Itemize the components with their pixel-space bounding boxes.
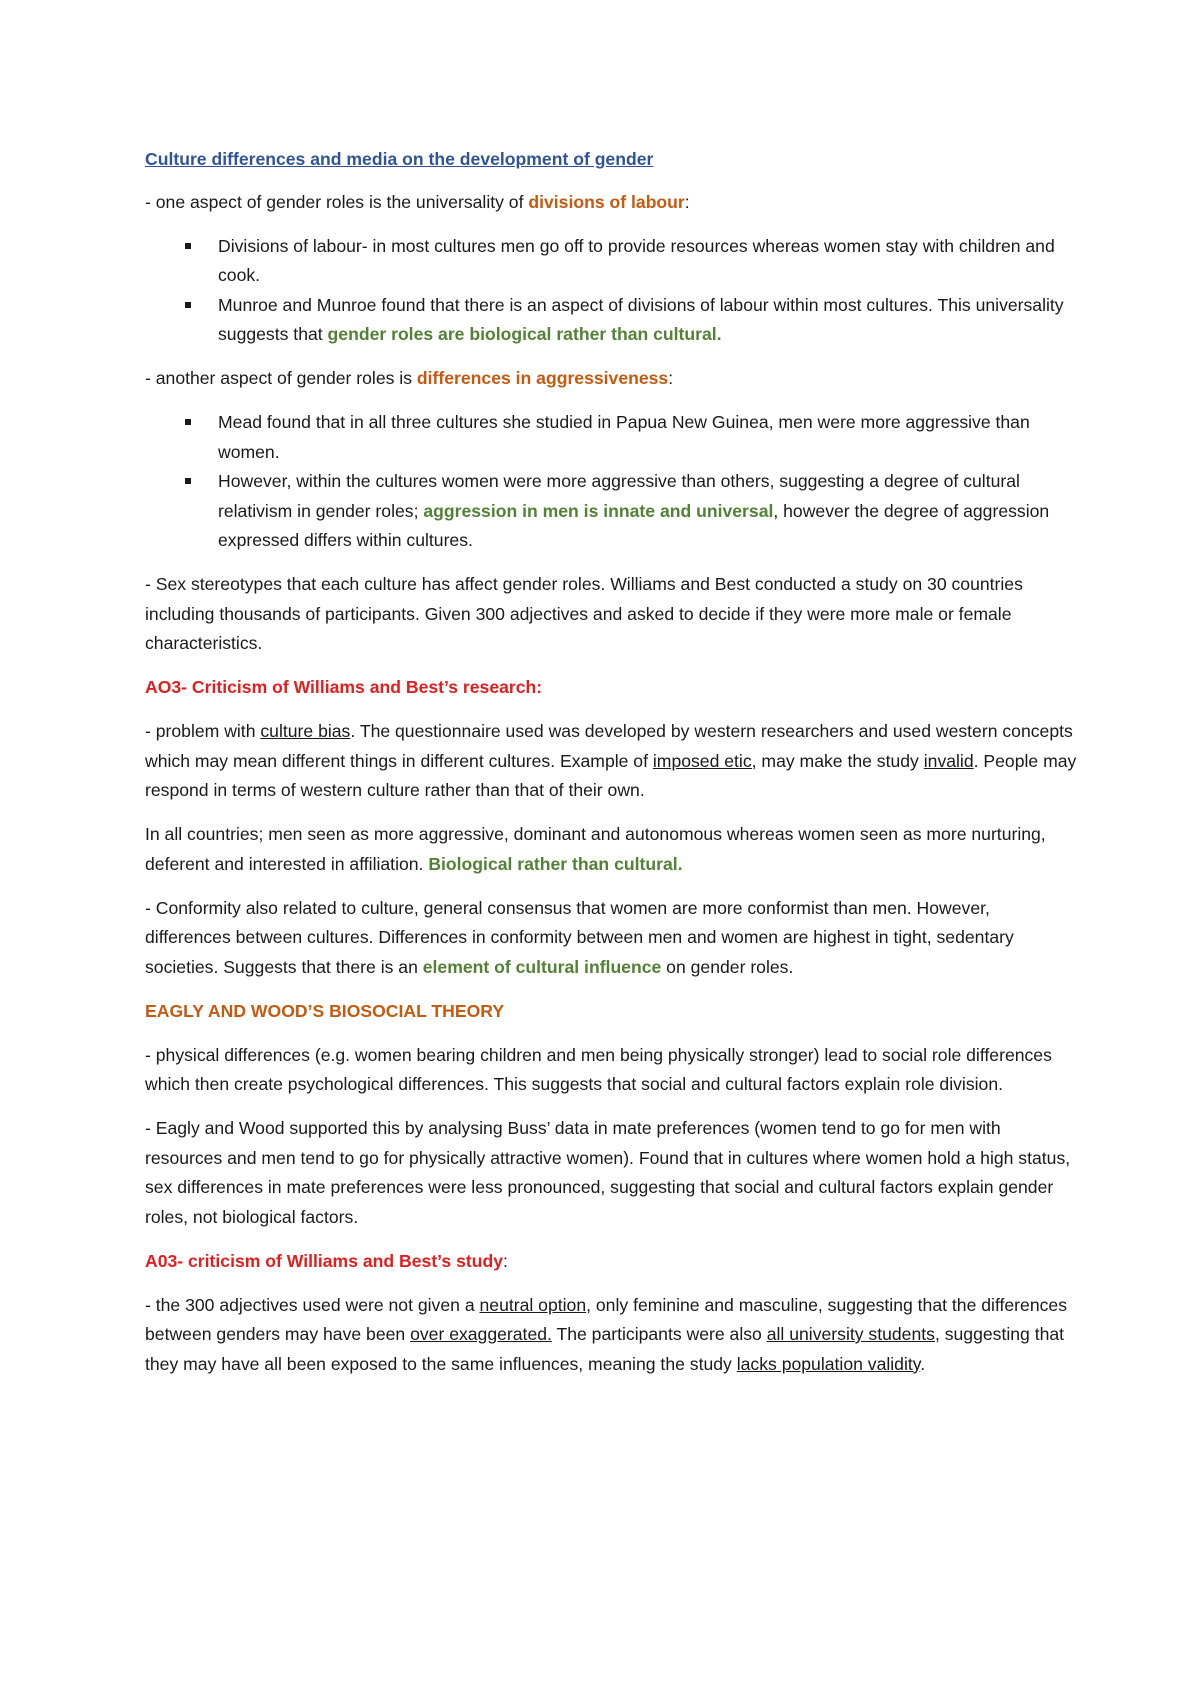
bullet-list-aggression xyxy=(145,408,1080,556)
underlined-imposed-etic: imposed etic, xyxy=(652,750,757,771)
paragraph-divisions-of-labour xyxy=(145,188,1080,218)
highlight-divisions-of-labour: divisions of labour xyxy=(528,191,685,212)
highlight-cultural-influence: element of cultural influence xyxy=(422,956,662,977)
heading-ao3-study xyxy=(145,1247,1080,1277)
highlight-biological-rather: Biological rather than cultural. xyxy=(428,853,683,874)
highlight-aggressiveness: differences in aggressiveness xyxy=(416,368,669,388)
paragraph-culture-bias xyxy=(145,717,1080,806)
paragraph-all-countries xyxy=(145,820,1080,879)
underlined-invalid: invalid xyxy=(923,750,974,771)
highlight-biological: gender roles are biological rather than cultural. xyxy=(327,324,722,344)
paragraph-eagly-wood-support: - Eagly and Wood supported this by analysing Buss’ data in mate preferences (women tend to go for men with resources and men tend to go for physically attractive women). Found that in cultures where women hold a high status, sex differences in mate preferences were less pronounced, suggesting that social and cultural factors explain gender roles, not biological factors. xyxy=(145,1118,1071,1227)
underlined-culture-bias: culture bias xyxy=(260,721,351,741)
highlight-aggression-innate: aggression in men is innate and universal xyxy=(423,500,774,521)
text: - the 300 adjectives used were not given a xyxy=(145,1294,480,1315)
text: - problem with xyxy=(145,721,261,741)
underlined-neutral-option: neutral option xyxy=(479,1294,587,1315)
heading-biosocial-theory: EAGLY AND WOOD’S BIOSOCIAL THEORY xyxy=(145,1000,505,1021)
text: . xyxy=(920,1353,926,1374)
underlined-population-validity: lacks population validity xyxy=(736,1353,921,1374)
underlined-university-students: all university students xyxy=(766,1324,935,1344)
text: In all countries; men seen as more aggressive, dominant and autonomous whereas women seen as more nurturing, deferent and interested in affiliation. xyxy=(145,824,1046,874)
paragraph-adjectives xyxy=(145,1291,1080,1380)
text: may make the study xyxy=(756,750,924,771)
text: - one aspect of gender roles is the universality of xyxy=(145,191,529,212)
text: : xyxy=(668,368,674,388)
text: Munroe and Munroe found that there is an aspect of divisions of labour within most cultures. This universality suggests that xyxy=(218,294,1064,344)
bullet-item xyxy=(145,291,1080,350)
bullet-item xyxy=(145,467,1080,556)
text: , suggesting that they may have all been exposed to the same influences, meaning the study xyxy=(145,1324,1065,1374)
underlined-over-exaggerated: over exaggerated. xyxy=(410,1324,552,1344)
paragraph-physical-differences: - physical differences (e.g. women bearing children and men being physically stronger) lead to social role differences which then create psychological differences. This suggests that social and cultural factors explain role division. xyxy=(145,1044,1052,1094)
text: - another aspect of gender roles is xyxy=(145,368,417,388)
paragraph-conformity xyxy=(145,894,1080,983)
text: - Conformity also related to culture, general consensus that women are more conformist than men. However, differences between cultures. Differences in conformity between men and women are highest in tight, sedentary societies. Suggests that there is an xyxy=(145,897,1014,977)
document-title: Culture differences and media on the development of gender xyxy=(145,149,654,169)
text: : xyxy=(684,191,690,212)
bullet-item: Divisions of labour- in most cultures men go off to provide resources whereas women stay with children and cook. xyxy=(145,232,1080,291)
paragraph-sex-stereotypes: - Sex stereotypes that each culture has affect gender roles. Williams and Best conducted a study on 30 countries including thousands of participants. Given 300 adjectives and asked to decide if they were more male or female characteristics. xyxy=(145,574,1023,653)
heading-ao3-criticism: AO3- Criticism of Williams and Best’s research: xyxy=(145,677,543,697)
text: : xyxy=(503,1250,508,1271)
text: , however the degree of aggression expressed differs within cultures. xyxy=(218,500,1050,550)
heading-ao3-study-text: A03- criticism of Williams and Best’s study xyxy=(145,1250,504,1271)
text: . People may respond in terms of western culture rather than that of their own. xyxy=(145,750,1077,800)
text: , only feminine and masculine, suggesting that the differences between genders may have been xyxy=(145,1294,1067,1344)
text: . The questionnaire used was developed by western researchers and used western concepts which may mean different things in different cultures. Example of xyxy=(145,721,1073,771)
text: However, within the cultures women were more aggressive than others, suggesting a degree of cultural relativism in gender roles; xyxy=(218,471,1020,521)
text: on gender roles. xyxy=(661,956,794,977)
bullet-list-labour xyxy=(145,232,1080,350)
bullet-item: Mead found that in all three cultures she studied in Papua New Guinea, men were more aggressive than women. xyxy=(145,408,1080,467)
text: The participants were also xyxy=(551,1324,767,1344)
paragraph-aggressiveness xyxy=(145,364,1080,394)
